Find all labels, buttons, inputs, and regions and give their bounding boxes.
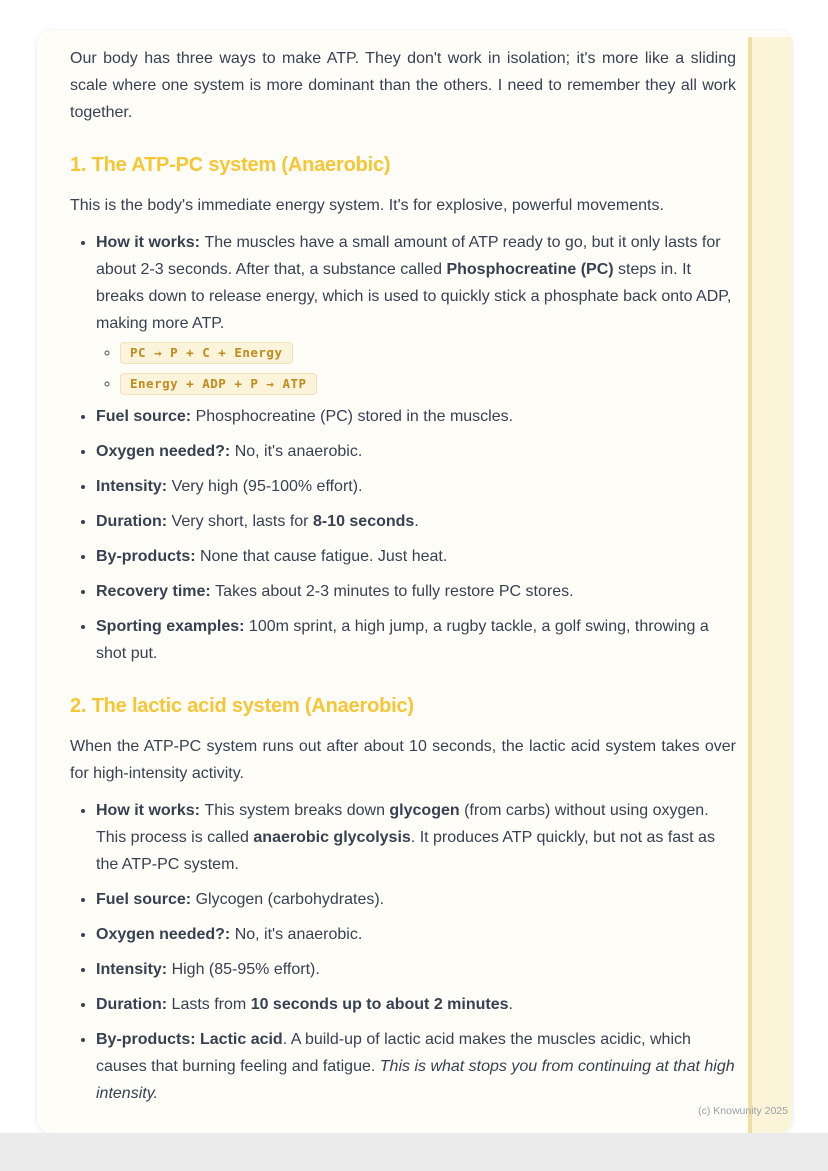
- bullet-list: [70, 229, 736, 667]
- text-segment: This is what stops you from continuing at that high intensity.: [96, 1058, 735, 1102]
- text-segment: Sporting examples:: [96, 618, 249, 635]
- section: [70, 152, 736, 667]
- text-segment: anaerobic glycolysis: [253, 829, 411, 846]
- text-segment: Lasts from: [171, 996, 251, 1013]
- bullet-item: [96, 886, 736, 913]
- section-heading: 2. The lactic acid system (Anaerobic): [70, 695, 414, 717]
- text-segment: glycogen: [389, 802, 460, 819]
- bullet-item: [96, 438, 736, 465]
- text-segment: . It produces ATP quickly, but not as fast as the ATP-PC system.: [96, 829, 715, 873]
- text-segment: Duration:: [96, 996, 172, 1013]
- notes-page-card: [37, 30, 792, 1133]
- text-segment: Intensity:: [96, 478, 172, 495]
- text-segment: .: [508, 996, 513, 1013]
- text-segment: Very short, lasts for: [171, 513, 313, 530]
- text-segment: None that cause fatigue. Just heat.: [200, 548, 448, 565]
- bullet-item: [96, 797, 736, 878]
- bullet-item: [96, 921, 736, 948]
- text-segment: By-products:: [96, 548, 200, 565]
- text-segment: Glycogen (carbohydrates).: [195, 891, 385, 908]
- watermark: (c) Knowunity 2025: [698, 1105, 788, 1117]
- section-lead: When the ATP-PC system runs out after about 10 seconds, the lactic acid system takes over for high-intensity activity.: [70, 738, 736, 782]
- text-segment: Oxygen needed?:: [96, 443, 235, 460]
- text-segment: Recovery time:: [96, 583, 216, 600]
- section-heading: 1. The ATP-PC system (Anaerobic): [70, 154, 391, 176]
- text-segment: How it works:: [96, 234, 205, 251]
- text-segment: This system breaks down: [204, 802, 390, 819]
- text-segment: How it works:: [96, 802, 205, 819]
- text-segment: Phosphocreatine (PC): [446, 261, 614, 278]
- bullet-item: [96, 543, 736, 570]
- page-accent-bar: [748, 37, 792, 1133]
- bullet-item: [96, 508, 736, 535]
- bullet-item: [96, 613, 736, 667]
- section: [70, 693, 736, 1107]
- formula-item: [120, 341, 736, 364]
- formula-chip: PC → P + C + Energy: [120, 342, 293, 364]
- bullet-item: [96, 991, 736, 1018]
- formula-chip: Energy + ADP + P → ATP: [120, 373, 317, 395]
- text-segment: Oxygen needed?:: [96, 926, 235, 943]
- text-segment: The muscles have a small amount of ATP ready to go, but it only lasts for about 2-3 seconds. After that, a substance called: [96, 234, 721, 278]
- intro-paragraph: Our body has three ways to make ATP. They don't work in isolation; it's more like a sliding scale where one system is more dominant than the others. I need to remember they all work together.: [70, 50, 736, 121]
- formula-item: [120, 372, 736, 395]
- text-segment: steps in. It breaks down to release energy, which is used to quickly stick a phosphate back onto ADP, making more ATP.: [96, 261, 732, 332]
- section-lead: This is the body's immediate energy system. It's for explosive, powerful movements.: [70, 197, 664, 214]
- text-segment: Intensity:: [96, 961, 172, 978]
- text-segment: High (85-95% effort).: [171, 961, 320, 978]
- bullet-item: [96, 1026, 736, 1107]
- sections: [70, 152, 736, 1107]
- text-segment: No, it's anaerobic.: [234, 443, 363, 460]
- text-segment: Fuel source:: [96, 891, 196, 908]
- text-segment: By-products: Lactic acid: [96, 1031, 283, 1048]
- bullet-item: [96, 473, 736, 500]
- viewer-background-strip: [0, 1133, 828, 1171]
- formula-list: [96, 341, 736, 395]
- bullet-item: [96, 956, 736, 983]
- text-segment: No, it's anaerobic.: [234, 926, 363, 943]
- text-segment: 100m sprint, a high jump, a rugby tackle, a golf swing, throwing a shot put.: [96, 618, 709, 662]
- text-segment: Fuel source:: [96, 408, 196, 425]
- text-segment: .: [414, 513, 419, 530]
- page-content: [70, 45, 736, 1115]
- bullet-item: [96, 403, 736, 430]
- text-segment: Very high (95-100% effort).: [171, 478, 363, 495]
- bullet-list: [70, 797, 736, 1107]
- text-segment: Phosphocreatine (PC) stored in the muscles.: [195, 408, 514, 425]
- bullet-item: [96, 578, 736, 605]
- text-segment: . A build-up of lactic acid makes the muscles acidic, which causes that burning feeling and fatigue.: [96, 1031, 691, 1075]
- bullet-item: [96, 229, 736, 395]
- text-segment: Duration:: [96, 513, 172, 530]
- text-segment: (from carbs) without using oxygen. This process is called: [96, 802, 709, 846]
- text-segment: Takes about 2-3 minutes to fully restore PC stores.: [215, 583, 574, 600]
- text-segment: 8-10 seconds: [312, 513, 415, 530]
- text-segment: 10 seconds up to about 2 minutes: [250, 996, 509, 1013]
